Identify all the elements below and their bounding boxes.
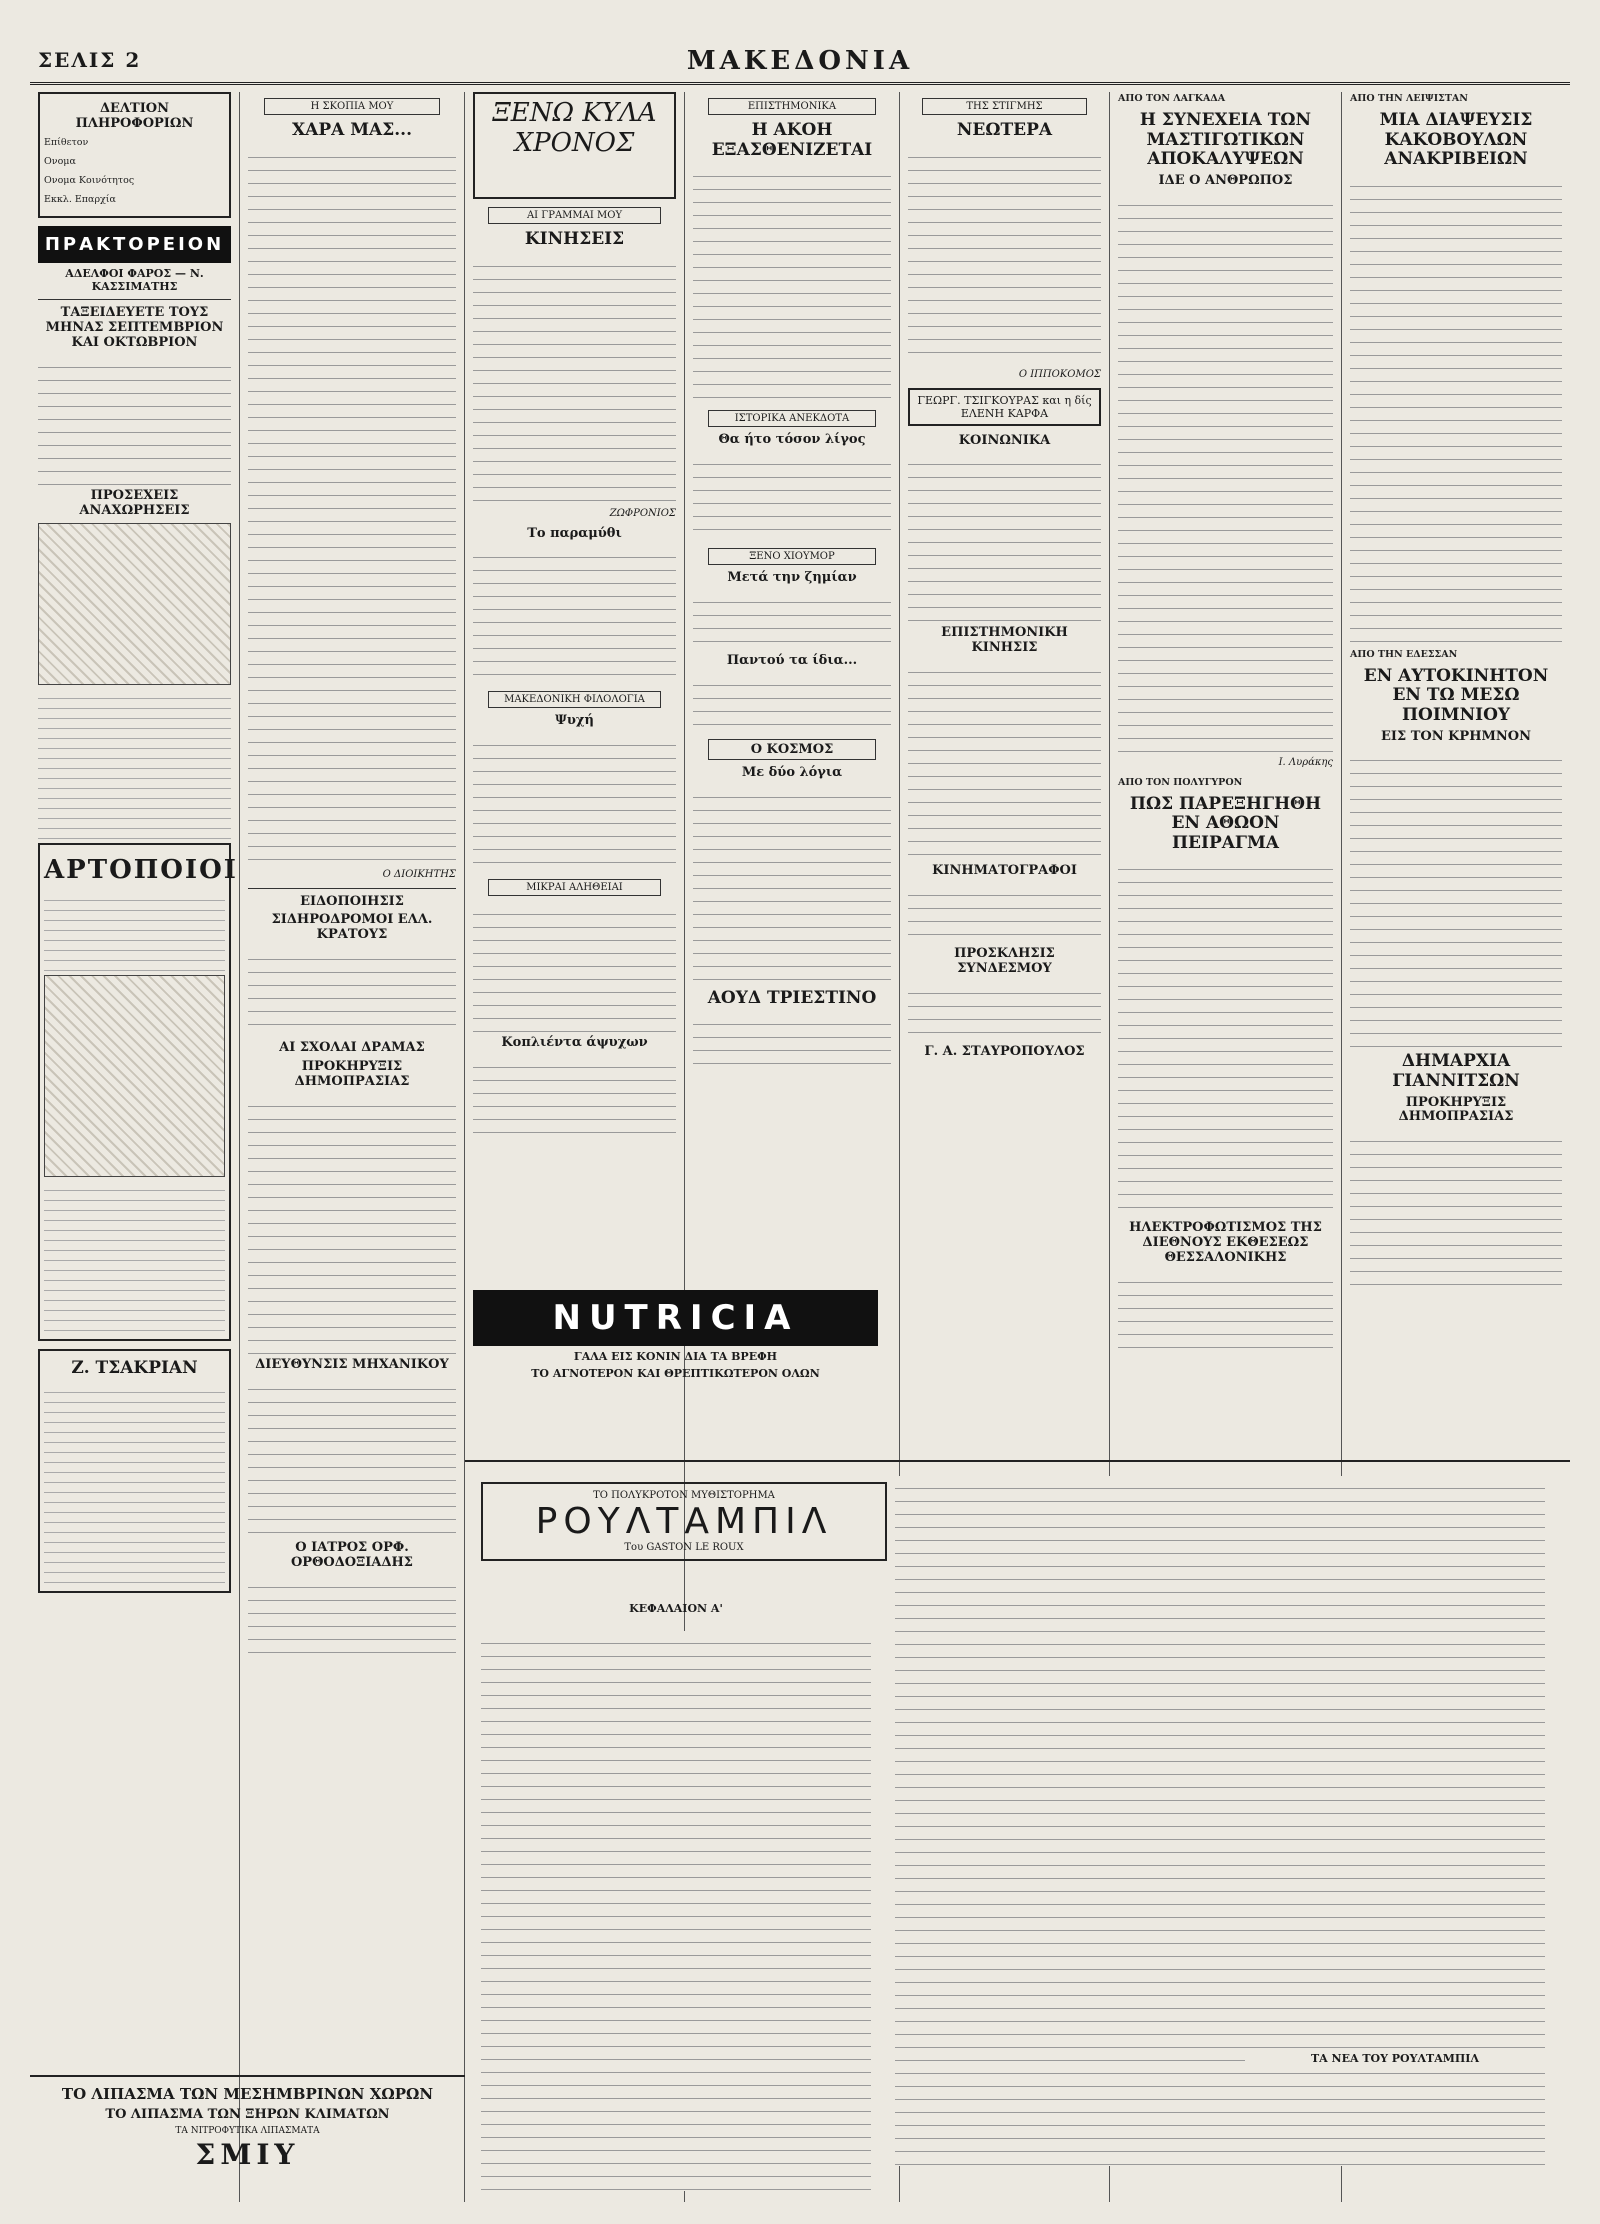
world-label: Ο ΚΟΣΜΟΣ [708,739,876,760]
column-2 [240,92,465,2202]
article-title: Η ΑΚΟΗ ΕΞΑΣΘΕΝΙΖΕΤΑΙ [711,120,873,160]
dialect-label: ΜΑΚΕΔΟΝΙΚΗ ΦΙΛΟΛΟΓΙΑ [488,691,660,708]
schools-headline: ΑΙ ΣΧΟΛΑΙ ΔΡΑΜΑΣ [279,1040,425,1056]
dateline: ΑΠΟ ΤΗΝ ΛΕΙΨΙΣΤΑΝ [1350,93,1468,104]
departures-headline: ΠΡΟΣΕΧΕΙΣ ΑΝΑΧΩΡΗΣΕΙΣ [79,488,190,519]
doctor-headline: Ο ΙΑΤΡΟΣ ΟΡΦ. ΟΡΘΟΔΟΞΙΑΔΗΣ [290,1540,414,1571]
fertilizer-brand: ΣΜΙΥ [195,2138,300,2171]
machine-illustration [44,975,225,1177]
mechanic-headline: ΔΙΕΥΘΥΝΣΙΣ ΜΗΧΑΝΙΚΟΥ [255,1357,449,1373]
agents-names: ΑΔΕΛΦΟΙ ΦΑΡΟΣ — Ν. ΚΑΣΣΙΜΑΤΗΣ [65,267,204,294]
info-coupon [38,92,231,218]
travel-text [38,355,231,485]
section-label: ΑΙ ΓΡΑΜΜΑΙ ΜΟΥ [488,207,660,224]
article-signature: Ι. Λυράκης [1278,756,1333,768]
cinema-title: ΚΙΝΗΜΑΤΟΓΡΑΦΟΙ [932,863,1077,879]
nutricia-line-2: ΤΟ ΑΓΝΟΤΕΡΟΝ ΚΑΙ ΘΡΕΠΤΙΚΩΤΕΡΟΝ ΟΛΩΝ [531,1367,820,1380]
stavropoulos-title: Γ. Α. ΣΤΑΥΡΟΠΟΥΛΟΣ [924,1044,1085,1060]
anecdote-label: ΙΣΤΟΡΙΚΑ ΑΝΕΚΔΟΤΑ [708,410,876,427]
article-signature: Ο ΙΠΠΟΚΟΜΟΣ [1018,368,1101,380]
page-number: ΣΕΛΙΣ 2 [38,48,142,72]
serial-header [481,1482,887,1561]
nutricia-line-1: ΓΑΛΑ ΕΙΣ ΚΟΝΙΝ ΔΙΑ ΤΑ ΒΡΕΦΗ [573,1350,778,1363]
article-subtitle-2: ΕΙΣ ΤΟΝ ΚΡΗΜΝΟΝ [1381,728,1531,744]
article-title: Η ΣΥΝΕΧΕΙΑ ΤΩΝ ΜΑΣΤΙΓΩΤΙΚΩΝ ΑΠΟΚΑΛΥΨΕΩΝ [1139,110,1312,170]
serial-author: Του GASTON LE ROUX [624,1542,744,1553]
header-art: ΞΕΝΩ ΚΥΛΑ ΧΡΟΝΟΣ [473,92,676,199]
article-body [248,145,456,865]
serial-label: ΤΟ ΠΟΛΥΚΡΟΤΟΝ ΜΥΘΙΣΤΟΡΗΜΑ [593,1490,775,1501]
coupon-field: Εκκλ. Επαρχία [44,194,116,206]
serial-section [465,1460,1570,2207]
wedding-card: ΓΕΩΡΓ. ΤΣΙΓΚΟΥΡΑΣ και η δίς ΕΛΕΝΗ ΚΑΡΦΑ [908,388,1101,426]
agents-text [38,689,231,839]
article-title: ΝΕΩΤΕΡΑ [956,120,1053,140]
dateline-2: ΑΠΟ ΤΗΝ ΕΔΕΣΣΑΝ [1350,648,1458,660]
fertilizer-line-1: ΤΟ ΛΙΠΑΣΜΑ ΤΩΝ ΜΕΣΗΜΒΡΙΝΩΝ ΧΩΡΩΝ [61,2085,434,2103]
notices-headline: ΕΙΔΟΠΟΙΗΣΙΣ [300,893,404,909]
travel-headline: ΤΑΞΕΙΔΕΥΕΤΕ ΤΟΥΣ ΜΗΝΑΣ ΣΕΠΤΕΜΒΡΙΟΝ ΚΑΙ ΟΚΤΩΒΡΙΟΝ [45,305,224,351]
nutricia-brand: NUTRICIA [473,1290,878,1346]
article-title-2: ΠΩΣ ΠΑΡΕΞΗΓΗΘΗ ΕΝ ΑΘΩΟΝ ΠΕΙΡΑΓΜΑ [1129,793,1322,853]
serial-title: ΡΟΥΛΤΑΜΠΙΛ [535,1501,833,1542]
tsakrian-ad-title: Ζ. ΤΣΑΚΡΙΑΝ [71,1358,198,1378]
newspaper-title: ΜΑΚΕΔΟΝΙΑ [686,46,914,76]
article-title-2: ΕΝ ΑΥΤΟΚΙΝΗΤΟΝ ΕΝ ΤΩ ΜΕΣΩ ΠΟΙΜΝΙΟΥ [1363,665,1549,725]
trieste-title: ΑΟΥΔ ΤΡΙΕΣΤΙΝΟ [707,987,877,1008]
coupon-field: Ονομα Κοινότητος [44,175,135,187]
same-title: Παντού τα ίδια... [726,652,858,668]
tender-title: ΠΡΟΚΗΡΥΞΙΣ ΔΗΜΟΠΡΑΣΙΑΣ [1398,1094,1514,1125]
coupon-field: Επίθετον [44,136,89,148]
anecdote-title: Θα ήτο τόσον λίγος [718,432,866,448]
nutricia-ad [473,1290,878,1450]
bakers-ad-title: ΑΡΤΟΠΟΙΟΙ [44,855,238,885]
serial-chapter: ΚΕΦΑΛΑΙΟΝ Α' [629,1602,723,1615]
tender-headline: ΠΡΟΚΗΡΥΞΙΣ ΔΗΜΟΠΡΑΣΙΑΣ [294,1059,410,1090]
electro-title: ΗΛΕΚΤΡΟΦΩΤΙΣΜΟΣ ΤΗΣ ΔΙΕΘΝΟΥΣ ΕΚΘΕΣΕΩΣ ΘΕΣΣΑΛΟΝΙΚΗΣ [1129,1220,1322,1266]
article-title: ΧΑΡΑ ΜΑΣ... [291,120,413,140]
article-signature: Ο ΔΙΟΙΚΗΤΗΣ [382,868,456,880]
serial-next: ΤΑ ΝΕΑ ΤΟΥ ΡΟΥΛΤΑΜΠΙΛ [1245,2052,1545,2065]
section-label: ΤΗΣ ΣΤΙΓΜΗΣ [922,98,1086,115]
invite-title: ΠΡΟΣΚΛΗΣΙΣ ΣΥΝΔΕΣΜΟΥ [954,946,1055,977]
rail-headline: ΣΙΔΗΡΟΔΡΟΜΟΙ ΕΛΛ. ΚΡΑΤΟΥΣ [271,912,433,943]
humour-label: ΞΕΝΟ ΧΙΟΥΜΟΡ [708,548,876,565]
article-title: ΚΙΝΗΣΕΙΣ [524,229,625,249]
agents-banner: ΠΡΑΚΤΟΡΕΙΟΝ [38,226,231,263]
fertilizer-line-2: ΤΟ ΛΙΠΑΣΜΑ ΤΩΝ ΞΗΡΩΝ ΚΛΙΜΑΤΩΝ [105,2107,390,2122]
brief-title: Με δύο λόγια [741,764,843,780]
coupon-field: Ονομα [44,155,76,167]
ship-illustration [38,523,231,685]
daily-title: Κοπλιέντα άψυχων [501,1035,648,1051]
dateline: ΑΠΟ ΤΟΝ ΛΑΓΚΑΔΑ [1118,93,1226,104]
fertilizer-ad [30,2075,465,2217]
movements-title: ΕΠΙΣΤΗΜΟΝΙΚΗ ΚΙΝΗΣΙΣ [941,625,1068,656]
fertilizer-line-4: ΤΑ ΝΙΤΡΟΦΥΤΙΚΑ ΛΙΠΑΣΜΑΤΑ [175,2126,320,2136]
dateline-2: ΑΠΟ ΤΟΝ ΠΟΛΥΓΥΡΟΝ [1118,776,1243,788]
dialect-title: Ψυχή [555,713,594,729]
humour-title: Μετά την ζημίαν [727,570,857,586]
masthead [30,42,1570,85]
social-title: ΚΟΙΝΩΝΙΚΑ [958,432,1051,448]
science-label: ΕΠΙΣΤΗΜΟΝΙΚΑ [708,98,876,115]
article-title: ΜΙΑ ΔΙΑΨΕΥΣΙΣ ΚΑΚΟΒΟΥΛΩΝ ΑΝΑΚΡΙΒΕΙΩΝ [1379,110,1533,170]
article-subtitle: ΙΔΕ Ο ΑΝΘΡΩΠΟΣ [1158,172,1293,188]
column-1 [30,92,240,2202]
article-signature: ΖΩΦΡΟΝΙΟΣ [609,507,676,519]
poem-title: Το παραμύθι [527,525,622,541]
coupon-title: ΔΕΛΤΙΟΝ ΠΛΗΡΟΦΟΡΙΩΝ [75,101,194,131]
truths-label: ΜΙΚΡΑΙ ΑΛΗΘΕΙΑΙ [488,879,660,896]
column-label: Η ΣΚΟΠΙΑ ΜΟΥ [264,98,440,115]
article-title-3: ΔΗΜΑΡΧΙΑ ΓΙΑΝΝΙΤΣΩΝ [1392,1051,1520,1091]
